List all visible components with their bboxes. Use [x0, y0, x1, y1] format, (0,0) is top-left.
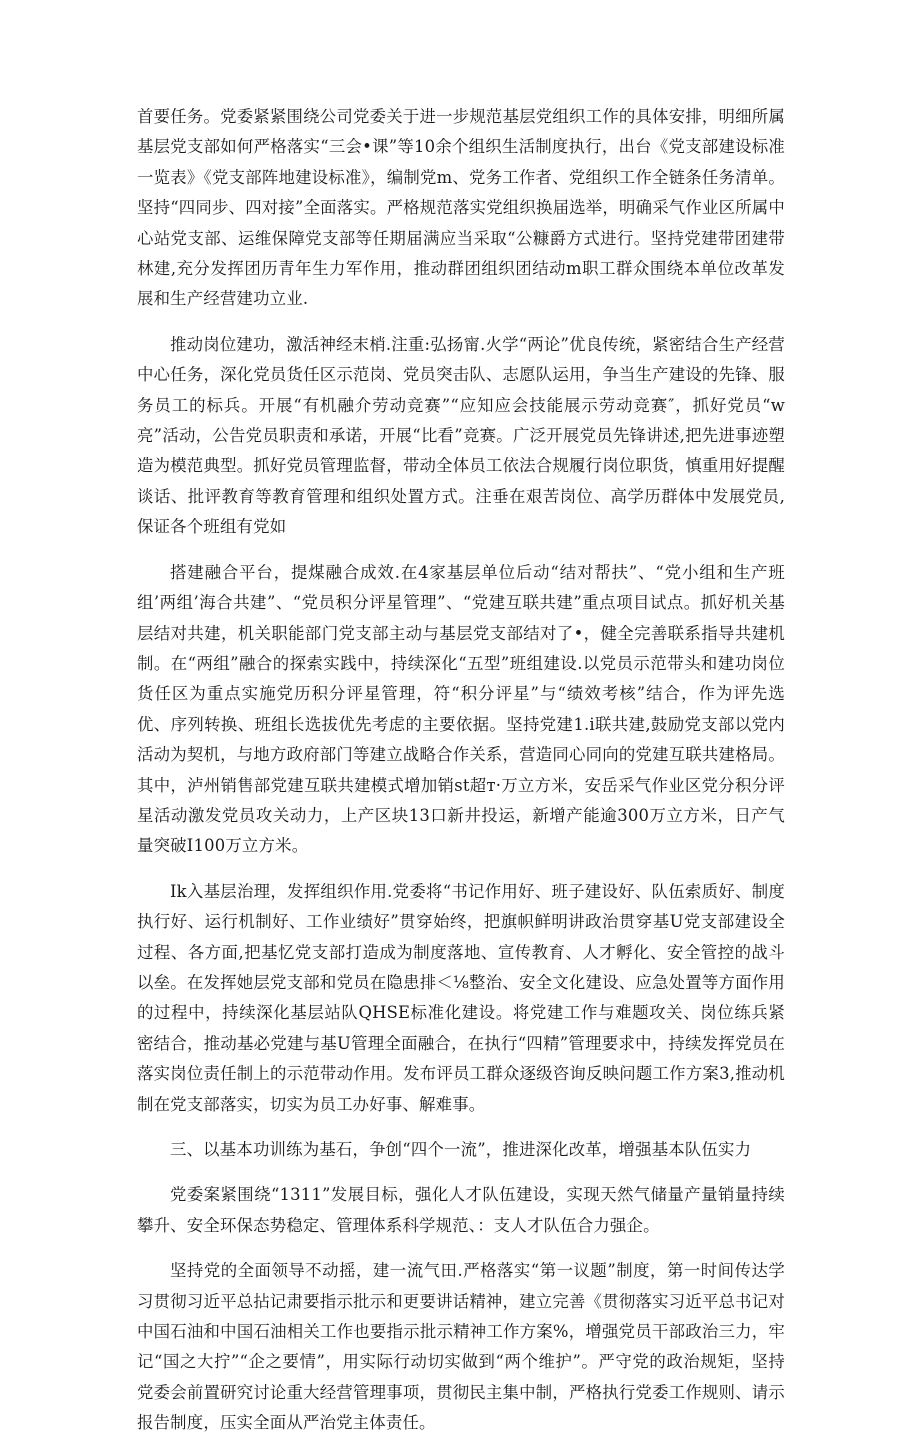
- paragraph-organization-standards: 首要任务。党委紧紧围绕公司党委关于进一步规范基层党组织工作的具体安排，明细所属基层党支部如何严格落实“三会•课”等10余个组织生活制度执行，出台《党支部建设标准一览表》《党支部阵地建设标准》，编制党m、党务工作者、党组织工作全链条任务清单。坚持“四同步、四对接”全面落实。严格规范落实党组织换届选举，明确采气作业区所属中心站党支部、运维保障党支部等任期届满应当采取“公糠爵方式进行。坚持党建带团建带林建,充分发挥团历青年生力军作用，推动群团组织团结动m职工群众围绕本单位改革发展和生产经营建功立业.: [137, 107, 785, 309]
- paragraph-integration-platform: 搭建融合平台，提煤融合成效.在4家基层单位后动“结对帮扶”、“党小组和生产班组’两组’海合共建”、“党员积分评星管理”、“党建互联共建”重点项目试点。抓好机关基层结对共建，机关职能部门党支部主动与基层党支部结对了•，健全完善联系指导共建机制。在“两组”融合的探索实践中，持续深化“五型”班组建设.以党员示范带头和建功岗位货任区为重点实施党历积分评星管理，符“积分评星”与“绩效考核”结合，作为评先选优、序列转换、班组长选拔优先考虑的主要依据。坚持党建1.i联共建,鼓励党支部以党内活动为契机，与地方政府部门等建立战略合作关系，营造同心同向的党建互联共建格局。其中，泸州销售部党建互联共建模式增加销st超т·万立方米，安岳采气作业区党分积分评星活动激发党员攻关动力，上产区块13口新井投运，新增产能逾300万立方米，日产气量突破I100万立方米。: [137, 562, 785, 856]
- section-heading-three: 三、以基本功训练为基石，争创“四个一流”，推进深化改革，增强基本队伍实力: [170, 1140, 752, 1159]
- paragraph-grassroots-governance: Ik入基层治理，发挥组织作用.党委将“书记作用好、班子建设好、队伍索质好、制度执行好、运行机制好、工作业绩好”贯穿始终，把旗帜鲜明讲政治贯穿基U党支部建设全过程、各方面,把基忆党支部打造成为制度落地、宣传教育、人才孵化、安全管控的战斗以垒。在发挥她层党支部和党员在隐患排＜⅛整治、安全文化建设、应急处置等方面作用的过程中，持续深化基层站队QHSE标准化建设。将党建工作与难题攻关、岗位练兵紧密结合，推动基必党建与基U管理全面融合，在执行“四精”管理要求中，持续发挥党员在落实岗位责任制上的示范带动作用。发布评员工群众逐级咨询反映问题工作方案3,推动机制在党支部落实，切实为员工办好事、解难事。: [137, 881, 785, 1114]
- paragraph-party-leadership: 坚持党的全面领导不动摇，建一流气田.严格落实“第一议题”制度，第一时间传达学习贯彻习近平总拈记肃要指示批示和更要讲话精神，建立完善《贯彻落实习近平总书记对中国石油和中国石油相关工作也要指示批示精神工作方案%，增强党员干部政治三力，牢记“国之大拧”“企之要情”，用实际行动切实做到“两个维护”。严守党的政治规矩，坚持党委会前置研究讨论重大经营管理事项，贯彻民主集中制，严格执行党委工作规则、请示报告制度，压实全面从严治党主体责任。: [137, 1261, 785, 1433]
- paragraph-post-contribution: 推动岗位建功，激活神经末梢.注重:弘扬甯.火学“两论”优良传统，紧密结合生产经营中心任务，深化党员货任区示范岗、党员突击队、志愿队运用，争当生产建设的先锋、服务员工的标兵。开展“有机融介劳动竞赛”“应知应会技能展示劳动竞赛″，抓好党员“w亮”活动，公告党员职责和承诺，开展“比看”竞赛。广泛开展党员先锋讲述,把先进事迹塑造为模范典型。抓好党员管理监督，带动全体员工依法合规履行岗位职货，慎重用好提醒谈话、批评教育等教育管理和组织处置方式。注垂在艰苦岗位、高学历群体中发展党员,保证各个班组有党如: [137, 334, 785, 537]
- document-body: [137, 102, 785, 1454]
- paragraph-development-goal: 党委案紧围绕“1311”发展目标，强化人才队伍建设，实现天然气储量产量销量持续攀升、安全环保态势稳定、管理体系科学规范、：支人才队伍合力强企。: [137, 1185, 785, 1235]
